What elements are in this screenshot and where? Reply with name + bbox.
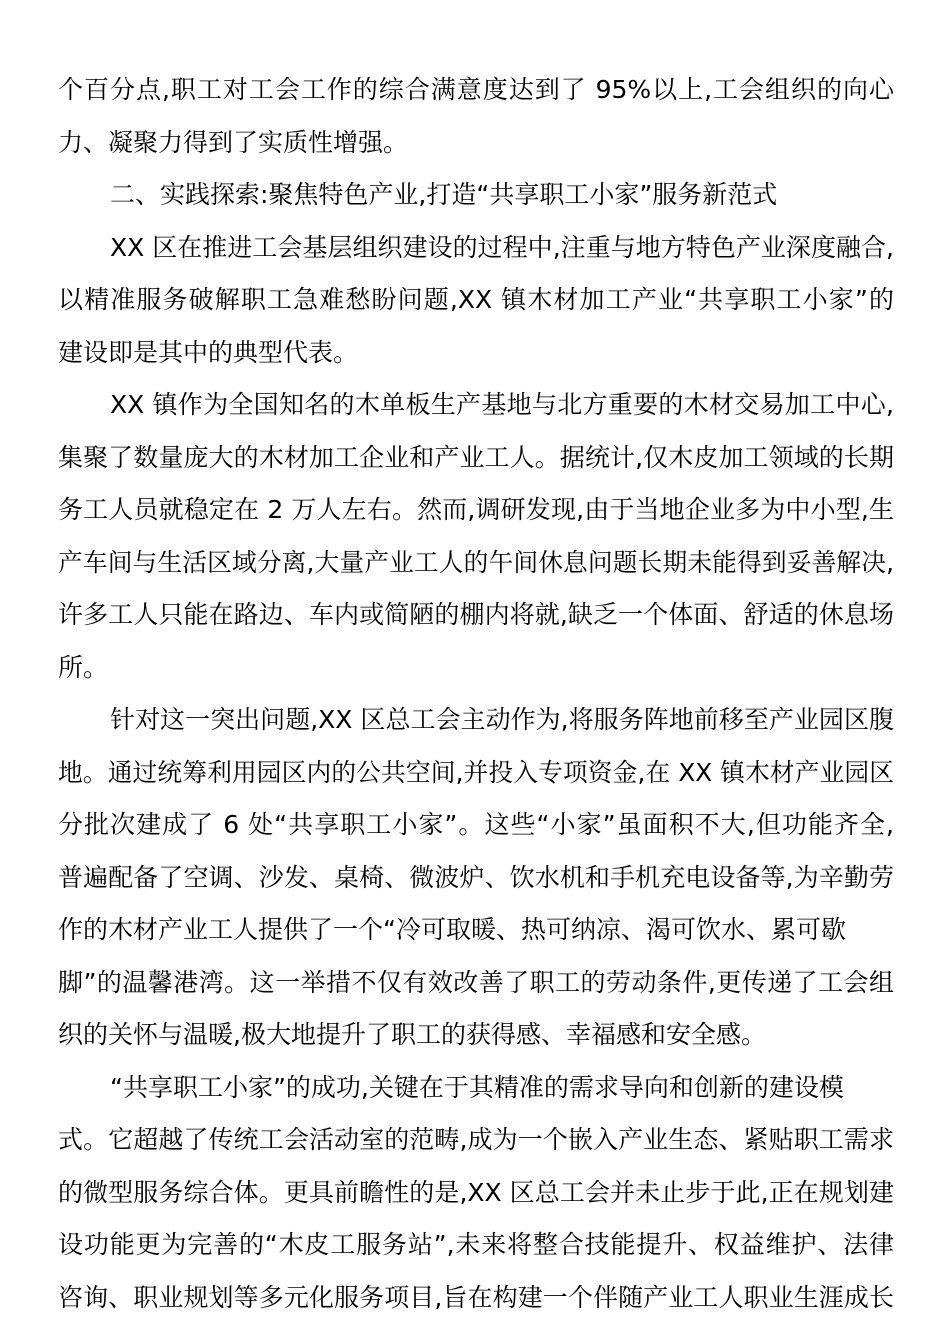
text-line: 作的木材产业工人提供了一个“冷可取暖、热可纳凉、渴可饮水、累可歇 xyxy=(58,915,846,944)
text-line: 产车间与生活区域分离,大量产业工人的午间休息问题长期未能得到妥善解决, xyxy=(58,547,894,577)
section-heading xyxy=(58,169,894,222)
text-line: 建设即是其中的典型代表。 xyxy=(58,337,359,367)
paragraph xyxy=(58,1062,894,1325)
text-line: “共享职工小家”的成功,关键在于其精准的需求导向和创新的建设模 xyxy=(110,1072,844,1102)
text-line: 许多工人只能在路边、车内或简陋的棚内将就,缺乏一个体面、舒适的休息场 xyxy=(58,600,894,629)
paragraph xyxy=(58,222,894,380)
text-line: 脚”的温馨港湾。这一举措不仅有效改善了职工的劳动条件,更传递了工会组 xyxy=(58,967,894,997)
section-heading-text: 二、实践探索:聚焦特色产业,打造“共享职工小家”服务新范式 xyxy=(110,180,778,209)
paragraph xyxy=(58,379,894,694)
text-line: 地。通过统筹利用园区内的公共空间,并投入专项资金,在 XX 镇木材产业园区 xyxy=(58,757,894,787)
text-line: 咨询、职业规划等多元化服务项目,旨在构建一个伴随产业工人职业生涯成长 xyxy=(58,1282,894,1312)
text-line: 针对这一突出问题,XX 区总工会主动作为,将服务阵地前移至产业园区腹 xyxy=(110,705,894,734)
text-line: 普遍配备了空调、沙发、桌椅、微波炉、饮水机和手机充电设备等,为辛勤劳 xyxy=(58,862,894,892)
text-line: 分批次建成了 6 处“共享职工小家”。这些“小家”虽面积不大,但功能齐全, xyxy=(58,810,894,839)
text-line: XX 区在推进工会基层组织建设的过程中,注重与地方特色产业深度融合, xyxy=(110,232,894,262)
text-line: 的微型服务综合体。更具前瞻性的是,XX 区总工会并未止步于此,正在规划建 xyxy=(58,1177,894,1207)
text-line: 织的关怀与温暖,极大地提升了职工的获得感、幸福感和安全感。 xyxy=(58,1020,766,1049)
text-line: 以精准服务破解职工急难愁盼问题,XX 镇木材加工产业“共享职工小家”的 xyxy=(58,285,894,314)
text-line: XX 镇作为全国知名的木单板生产基地与北方重要的木材交易加工中心, xyxy=(110,390,894,419)
paragraph xyxy=(58,694,894,1062)
text-line: 集聚了数量庞大的木材加工企业和产业工人。据统计,仅木皮加工领域的长期 xyxy=(58,442,894,472)
text-line: 务工人员就稳定在 2 万人左右。然而,调研发现,由于当地企业多为中小型,生 xyxy=(58,495,894,524)
text-line: 所。 xyxy=(58,652,109,682)
text-line: 设功能更为完善的“木皮工服务站”,未来将整合技能提升、权益维护、法律 xyxy=(58,1230,894,1259)
text-line: 式。它超越了传统工会活动室的范畴,成为一个嵌入产业生态、紧贴职工需求 xyxy=(58,1125,894,1154)
text-line: 力、凝聚力得到了实质性增强。 xyxy=(58,127,409,157)
paragraph xyxy=(58,64,894,169)
text-line: 个百分点,职工对工会工作的综合满意度达到了 95%以上,工会组织的向心 xyxy=(58,75,894,104)
document-page xyxy=(58,64,894,1324)
